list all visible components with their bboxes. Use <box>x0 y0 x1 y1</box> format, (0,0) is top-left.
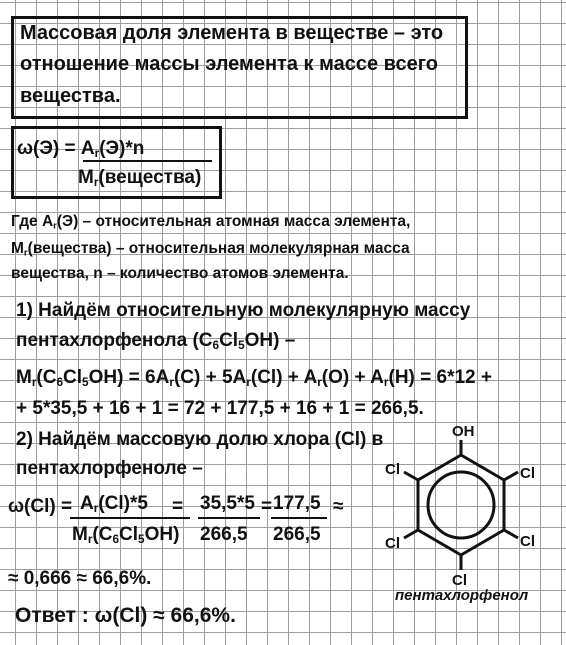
formula-lhs-text: ω(Э) = <box>17 138 81 159</box>
answer: Ответ : ω(Cl) ≈ 66,6%. <box>15 604 236 627</box>
calc-lhs: ω(Cl) = <box>8 496 73 517</box>
calc-fraction-bar-3 <box>271 517 327 519</box>
formula-numerator: $A_r(Э)*n$ <box>80 138 145 160</box>
calc-equals-2: = <box>261 496 273 517</box>
formula-denominator: $M_r(вещества)$ <box>78 167 202 189</box>
cl-label-bottom: Cl <box>452 572 467 589</box>
cl-label-bottom-left: Cl <box>385 535 400 552</box>
definition-line-1: Массовая доля элемента в веществе – это <box>20 22 444 44</box>
calc-denominator-3: 266,5 <box>273 524 321 545</box>
oh-label: OH <box>452 423 475 440</box>
formula-lhs <box>17 139 144 160</box>
calc-equals-1: = <box>172 496 184 517</box>
molecule-name: пентахлорфенол <box>395 587 529 604</box>
cl-label-top-right: Cl <box>520 465 535 482</box>
definition-line-2: отношение массы элемента к массе всего <box>20 53 438 75</box>
step1-equation-1: $M_r(C_6Cl_5OH) = 6A_r(C) + 5A_r(Cl) + A_r(O) + A_r(H) = 6*12$ + <box>16 367 492 389</box>
legend-line-3: вещества, n – количество атомов элемента. <box>11 265 349 282</box>
calc-numerator-3: 177,5 <box>273 493 321 514</box>
benzene-ring <box>418 455 504 555</box>
legend-line-2: $M_r(вещества)$ – относительная молекулярная масса <box>11 240 410 259</box>
calc-numerator-1: $A_r(Cl)*5$ <box>80 493 148 515</box>
calc-fraction-bar-1 <box>70 517 190 519</box>
cl-label-bottom-right: Cl <box>520 533 535 550</box>
legend-line-1: Где $A_r(Э)$ – относительная атомная масса элемента, <box>11 213 411 232</box>
pentachlorophenol-structure <box>380 420 566 610</box>
calc-result: ≈ 0,666 ≈ 66,6%. <box>8 568 152 589</box>
step1-line-1: 1) Найдём относительную молекулярную массу <box>16 300 471 321</box>
bond-cl-top-right <box>504 472 518 480</box>
cl-label-top-left: Cl <box>385 461 400 478</box>
step2-line-1: 2) Найдём массовую долю хлора (Cl) в <box>16 429 384 450</box>
step1-line-2: пентахлорфенола $(C_6Cl_5OH)$ – <box>16 330 296 352</box>
bond-cl-bottom-left <box>404 530 418 538</box>
definition-line-3: вещества. <box>20 85 121 107</box>
calc-approx: ≈ <box>333 496 344 517</box>
calc-fraction-bar-2 <box>198 517 260 519</box>
step1-equation-2: + 5*35,5 + 16 + 1 = 72 + 177,5 + 16 + 1 = 266,5. <box>16 398 424 419</box>
step2-line-2: пентахлорфеноле – <box>16 458 203 479</box>
calc-denominator-1: $M_r(C_6Cl_5OH)$ <box>72 524 180 546</box>
calc-denominator-2: 266,5 <box>200 524 248 545</box>
bond-cl-top-left <box>404 472 418 480</box>
formula-fraction-bar <box>83 160 212 162</box>
calc-numerator-2: 35,5*5 <box>200 493 255 514</box>
bond-cl-bottom-right <box>504 530 518 538</box>
aromatic-circle <box>428 472 494 538</box>
